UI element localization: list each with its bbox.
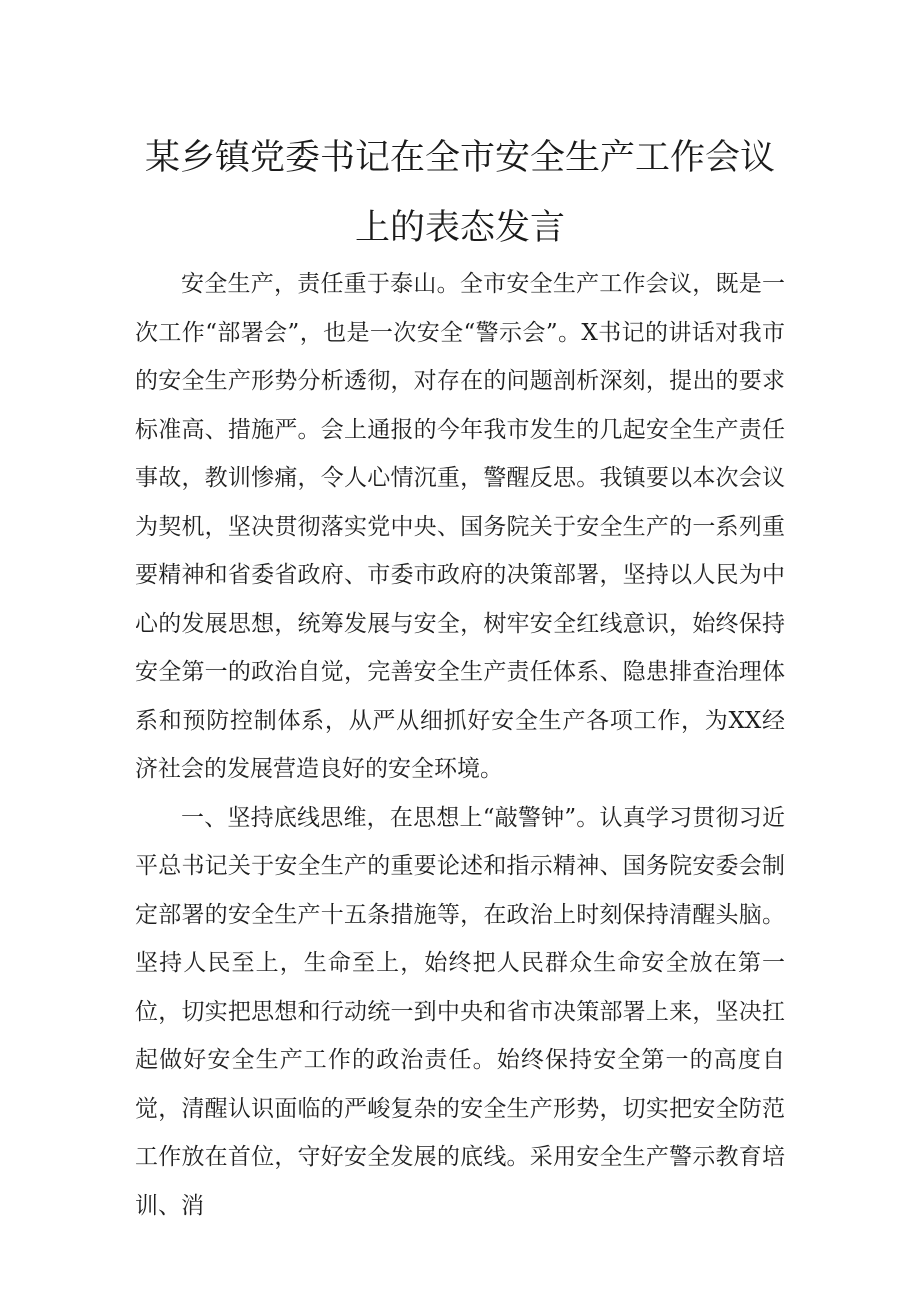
body-paragraph-intro: 安全生产，责任重于泰山。全市安全生产工作会议，既是一次工作“部署会”，也是一次安全“警示会”。X书记的讲话对我市的安全生产形势分析透彻，对存在的问题剖析深刻，提出的要求标准高、措施严。会上通报的今年我市发生的几起安全生产责任事故，教训惨痛，令人心情沉重，警醒反思。我镇要以本次会议为契机，坚决贯彻落实党中央、国务院关于安全生产的一系列重要精神和省委省政府、市委市政府的决策部署，坚持以人民为中心的发展思想，统筹发展与安全，树牢安全红线意识，始终保持安全第一的政治自觉，完善安全生产责任体系、隐患排查治理体系和预防控制体系，从严从细抓好安全生产各项工作，为XX经济社会的发展营造良好的安全环境。	[135, 271, 785, 782]
document-title-line-2: 上的表态发言	[354, 208, 565, 248]
document-body	[135, 260, 785, 1230]
document-title-line-1: 某乡镇党委书记在全市安全生产工作会议	[144, 138, 775, 178]
body-paragraph-section-1: 一、坚持底线思维，在思想上“敲警钟”。认真学习贯彻习近平总书记关于安全生产的重要论述和指示精神、国务院安委会制定部署的安全生产十五条措施等，在政治上时刻保持清醒头脑。坚持人民至上，生命至上，始终把人民群众生命安全放在第一位，切实把思想和行动统一到中央和省市决策部署上来，坚决扛起做好安全生产工作的政治责任。始终保持安全第一的高度自觉，清醒认识面临的严峻复杂的安全生产形势，切实把安全防范工作放在首位，守好安全发展的底线。采用安全生产警示教育培训、消	[135, 804, 785, 1219]
